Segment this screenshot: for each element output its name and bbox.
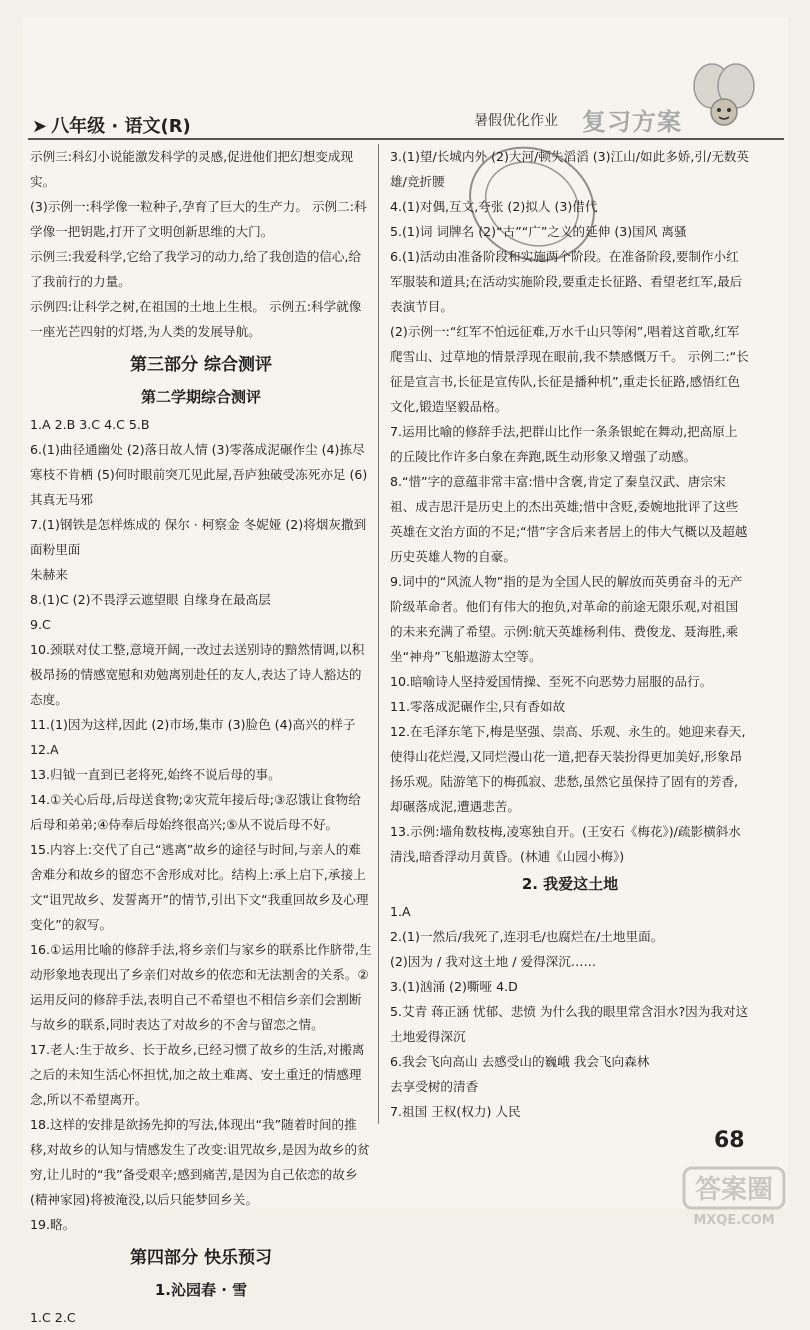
answer-line: (2)示例一:“红军不怕远征难,万水千山只等闲”,唱着这首歌,红军爬雪山、过草地的情景浮现在眼前,我不禁感慨万千。 示例二:“长征是宣言书,长征是宣传队,长征是播种机”,重走长征路,感悟红色文化,锻造坚毅品格。 xyxy=(390,324,749,414)
answer-line: 17.老人:生于故乡、长于故乡,已经习惯了故乡的生活,对搬离之后的未知生活心怀担忧,加之故土难离、安土重迁的情感理念,所以不希望离开。 xyxy=(30,1042,365,1107)
answer-line: 11.零落成泥碾作尘,只有香如故 xyxy=(390,699,566,714)
page-number: 68 xyxy=(714,1128,745,1153)
answer-line: 3.(1)望/长城内外 (2)大河/顿失滔滔 (3)江山/如此多娇,引/无数英雄/竞折腰 xyxy=(390,149,749,189)
answer-line: 1.C 2.C xyxy=(30,1310,76,1325)
answer-line: 8.(1)C (2)不畏浮云遮望眼 自缘身在最高层 xyxy=(30,592,271,607)
answer-line: 1.A xyxy=(390,904,411,919)
answer-line: 6.(1)曲径通幽处 (2)落日故人情 (3)零落成泥碾作尘 (4)拣尽寒枝不肯栖 (5)何时眼前突兀见此屋,吾庐独破受冻死亦足 (6)其真无马邪 xyxy=(30,442,368,507)
right-column xyxy=(390,144,750,1124)
answer-line: 7.祖国 王权(权力) 人民 xyxy=(390,1104,521,1119)
answer-line: 示例三:我爱科学,它给了我学习的动力,给了我创造的信心,给了我前行的力量。 xyxy=(30,249,362,289)
answer-line: 11.(1)因为这样,因此 (2)市场,集市 (3)脸色 (4)高兴的样子 xyxy=(30,717,356,732)
grade-text: 八年级 · 语文(R) xyxy=(51,116,191,137)
answer-line: 19.略。 xyxy=(30,1217,76,1232)
answer-line: 6.我会飞向高山 去感受山的巍峨 我会飞向森林 xyxy=(390,1054,650,1069)
section-heading: 第三部分 综合测评 xyxy=(130,355,272,375)
arrow-icon: ➤ xyxy=(32,116,48,137)
subsection-heading: 2. 我爱这土地 xyxy=(521,875,619,893)
subsection-heading: 1.沁园春 · 雪 xyxy=(154,1281,248,1299)
answer-line: 12.在毛泽东笔下,梅是坚强、崇高、乐观、永生的。她迎来春天,使得山花烂漫,又同烂漫山花一道,把春天装扮得更加美好,形象昂扬乐观。陆游笔下的梅孤寂、悲愁,虽然它虽保持了固有的芳香,却碾落成泥,遭遇悲苦。 xyxy=(390,724,746,814)
answer-line: 8.“惜”字的意蕴非常丰富:惜中含褒,肯定了秦皇汉武、唐宗宋祖、成吉思汗是历史上的杰出英雄;惜中含贬,委婉地批评了这些英雄在文治方面的不足;“惜”字含后来者居上的伟大气概以及超越历史英雄人物的自豪。 xyxy=(390,474,748,564)
watermark-site: MXQE.COM xyxy=(693,1213,775,1228)
header-rule xyxy=(28,138,784,140)
subsection-heading: 第二学期综合测评 xyxy=(140,388,261,406)
section-heading: 第四部分 快乐预习 xyxy=(130,1248,272,1268)
answer-line: 14.①关心后母,后母送食物;②灾荒年接后母;③忍饿让食物给后母和弟弟;④侍奉后母始终很高兴;⑤从不说后母不好。 xyxy=(30,792,361,832)
mascot-icon xyxy=(690,60,758,130)
answer-line: 示例三:科幻小说能激发科学的灵感,促进他们把幻想变成现实。 xyxy=(30,149,354,189)
answer-line: 10.暗喻诗人坚持爱国情操、至死不向恶势力屈服的品行。 xyxy=(390,674,713,689)
answer-line: 16.①运用比喻的修辞手法,将乡亲们与家乡的联系比作脐带,生动形象地表现出了乡亲们对故乡的依恋和无法割舍的关系。②运用反问的修辞手法,表明自己不希望也不相信乡亲们会割断与故乡的联系,同时表达了对故乡的不舍与留恋之情。 xyxy=(30,942,372,1032)
answer-line: 9.C xyxy=(30,617,51,632)
brand-big: 复习方案 xyxy=(582,108,682,136)
watermark-text: 答案圈 xyxy=(694,1175,774,1205)
column-divider xyxy=(378,144,379,1124)
answer-line: 7.(1)钢铁是怎样炼成的 保尔 · 柯察金 冬妮娅 (2)将烟灰撒到面粉里面 xyxy=(30,517,367,557)
answer-line: 去享受树的清香 xyxy=(390,1079,479,1094)
answer-line: 5.艾青 蒋正涵 忧郁、悲愤 为什么我的眼里常含泪水?因为我对这土地爱得深沉 xyxy=(390,1004,749,1044)
answer-line: 2.(1)一然后/我死了,连羽毛/也腐烂在/土地里面。 xyxy=(390,929,664,944)
grade-label xyxy=(32,112,191,138)
page-header xyxy=(22,100,788,146)
answer-line: 5.(1)词 词牌名 (2)“古”“广”之义的延伸 (3)国风 离骚 xyxy=(390,224,687,239)
answer-line: 朱赫来 xyxy=(30,567,68,582)
answer-line: 18.这样的安排是欲扬先抑的写法,体现出“我”随着时间的推移,对故乡的认知与情感发生了改变:诅咒故乡,是因为故乡的贫穷,让儿时的“我”备受艰辛;感到痛苦,是因为自己依恋的故乡(精神家园)将被淹没,以后只能梦回乡关。 xyxy=(30,1117,370,1207)
answer-line: 9.词中的“风流人物”指的是为全国人民的解放而英勇奋斗的无产阶级革命者。他们有伟大的抱负,对革命的前途无限乐观,对祖国的未来充满了希望。示例:航天英雄杨利伟、费俊龙、聂海胜,乘坐“神舟”飞船遨游太空等。 xyxy=(390,574,743,664)
brand-small: 暑假优化作业 xyxy=(474,113,558,129)
answer-line: 3.(1)汹涌 (2)嘶哑 4.D xyxy=(390,979,518,994)
answer-line: 示例四:让科学之树,在祖国的土地上生根。 示例五:科学就像一座光芒四射的灯塔,为人类的发展导航。 xyxy=(30,299,362,339)
answer-line: 13.示例:墙角数枝梅,凌寒独自开。(王安石《梅花》)/疏影横斜水清浅,暗香浮动月黄昏。(林逋《山园小梅》) xyxy=(390,824,741,864)
answer-line: (3)示例一:科学像一粒种子,孕育了巨大的生产力。 示例二:科学像一把钥匙,打开了文明创新思维的大门。 xyxy=(30,199,367,239)
left-column xyxy=(30,144,372,1330)
answer-line: 4.(1)对偶,互文,夸张 (2)拟人 (3)借代 xyxy=(390,199,598,214)
answer-line: 12.A xyxy=(30,742,59,757)
answer-line: 7.运用比喻的修辞手法,把群山比作一条条银蛇在舞动,把高原上的丘陵比作许多白象在奔跑,既生动形象又增强了动感。 xyxy=(390,424,738,464)
answer-line: 15.内容上:交代了自己“逃离”故乡的途径与时间,与亲人的难舍难分和故乡的留恋不舍形成对比。结构上:承上启下,承接上文“诅咒故乡、发誓离开”的情节,引出下文“我重回故乡及心理变化”的叙写。 xyxy=(30,842,369,932)
answer-line: 1.A 2.B 3.C 4.C 5.B xyxy=(30,417,150,432)
answer-line: (2)因为 / 我对这土地 / 爱得深沉…… xyxy=(390,954,597,969)
answer-line: 13.归钺一直到已老将死,始终不说后母的事。 xyxy=(30,767,281,782)
answer-line: 10.颈联对仗工整,意境开阔,一改过去送别诗的黯然情调,以积极昂扬的情感宽慰和劝勉离别赴任的友人,表达了诗人豁达的态度。 xyxy=(30,642,365,707)
answer-line: 6.(1)活动由准备阶段和实施两个阶段。在准备阶段,要制作小红军服装和道具;在活动实施阶段,要重走长征路、看望老红军,最后表演节目。 xyxy=(390,249,743,314)
